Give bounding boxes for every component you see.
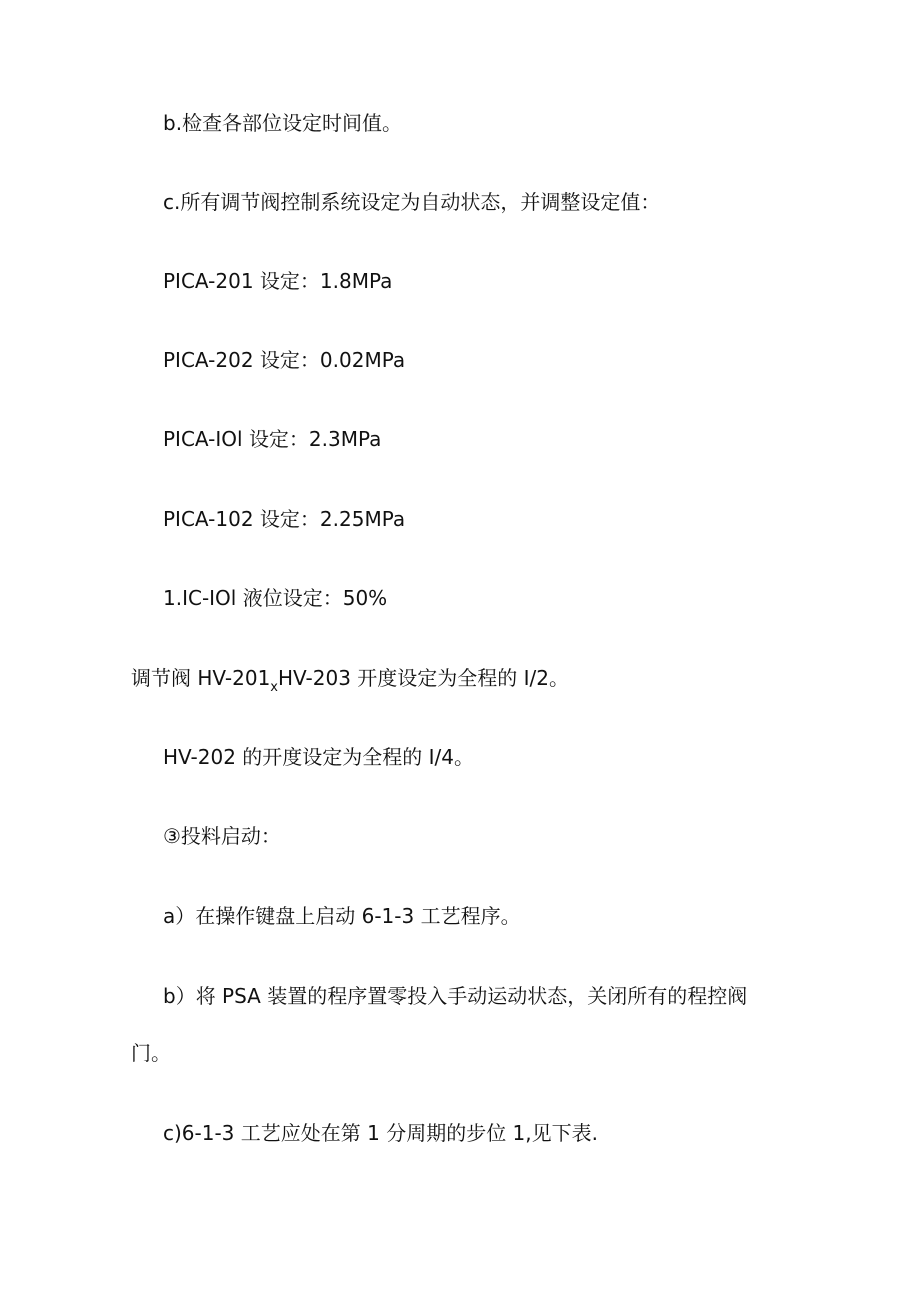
text-line-psa-manual: b）将 PSA 装置的程序置零投入手动运动状态，关闭所有的程控阀 <box>163 984 748 1008</box>
text-line-level-setting: 1.IC-IOl 液位设定：50% <box>163 586 388 610</box>
hv-line-part-1: 调节阀 HV-201 <box>131 666 271 690</box>
text-line-hv-201-203 <box>131 665 569 701</box>
hv-line-subscript: x <box>270 680 278 695</box>
hv-line-part-2: HV-203 开度设定为全程的 I/2。 <box>278 666 570 690</box>
text-line-step-position: c)6-1-3 工艺应处在第 1 分周期的步位 1,见下表. <box>163 1121 598 1145</box>
text-line-feed-start: ③投料启动： <box>163 824 281 848</box>
text-line-hv-202: HV-202 的开度设定为全程的 I/4。 <box>163 745 475 769</box>
text-line-psa-manual-cont: 门。 <box>131 1041 171 1065</box>
text-line-start-program: a）在操作键盘上启动 6-1-3 工艺程序。 <box>163 904 521 928</box>
text-line-pica-101: PICA-IOl 设定：2.3MPa <box>163 427 382 451</box>
text-line-pica-102: PICA-102 设定：2.25MPa <box>163 507 406 531</box>
text-line-pica-201: PICA-201 设定：1.8MPa <box>163 269 393 293</box>
text-line-check-time: b.检查各部位设定时间值。 <box>163 111 403 135</box>
text-line-valve-auto: c.所有调节阀控制系统设定为自动状态，并调整设定值： <box>163 190 661 214</box>
text-line-pica-202: PICA-202 设定：0.02MPa <box>163 348 406 372</box>
